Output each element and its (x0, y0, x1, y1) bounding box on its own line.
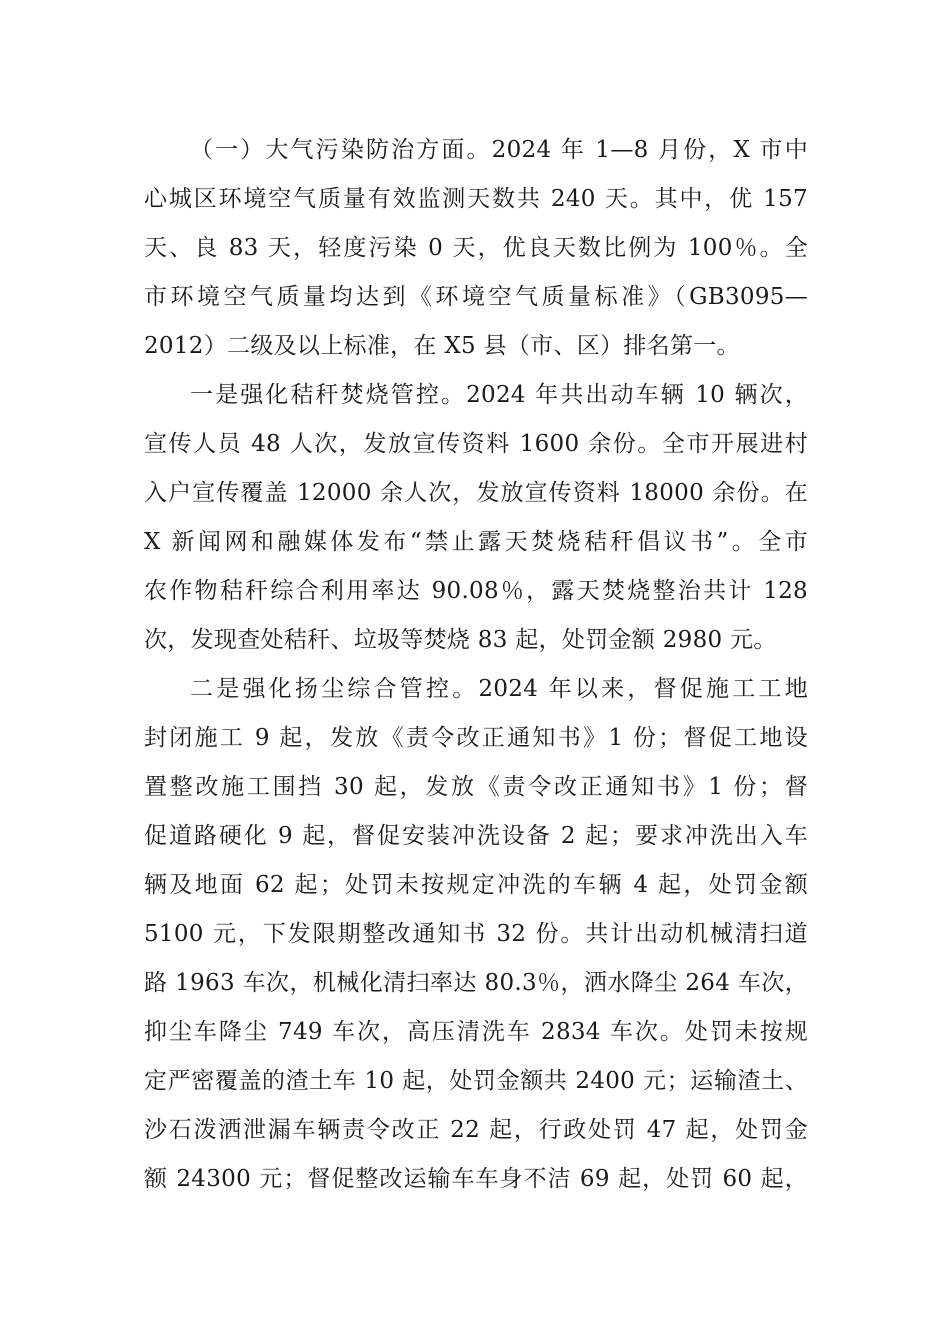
paragraph-line: 置整改施工围挡 30 起，发放《责令改正通知书》1 份；督 (144, 774, 808, 800)
paragraph-line: 次，发现查处秸秆、垃圾等焚烧 83 起，处罚金额 2980 元。 (144, 627, 777, 653)
paragraph-air-pollution (144, 126, 808, 371)
paragraph-line: 一是强化秸秆焚烧管控。2024 年共出动车辆 10 辆次， (190, 382, 808, 408)
paragraph-line: 入户宣传覆盖 12000 余人次，发放宣传资料 18000 余份。在 (144, 480, 808, 506)
paragraph-line: 路 1963 车次，机械化清扫率达 80.3％，洒水降尘 264 车次， (144, 970, 808, 996)
paragraph-line: 二是强化扬尘综合管控。2024 年以来，督促施工工地 (190, 676, 808, 702)
paragraph-line: 促道路硬化 9 起，督促安装冲洗设备 2 起；要求冲洗出入车 (144, 823, 808, 849)
paragraph-line: 天、良 83 天，轻度污染 0 天，优良天数比例为 100％。全 (144, 235, 808, 261)
paragraph-line: 辆及地面 62 起；处罚未按规定冲洗的车辆 4 起，处罚金额 (144, 872, 808, 898)
paragraph-line: （一）大气污染防治方面。2024 年 1—8 月份，X 市中 (190, 137, 808, 163)
paragraph-line: 宣传人员 48 人次，发放宣传资料 1600 余份。全市开展进村 (144, 431, 808, 457)
paragraph-line: 封闭施工 9 起，发放《责令改正通知书》1 份；督促工地设 (144, 725, 808, 751)
paragraph-dust-control (144, 665, 808, 1204)
paragraph-line: 定严密覆盖的渣土车 10 起，处罚金额共 2400 元；运输渣土、 (144, 1068, 808, 1094)
paragraph-line: 抑尘车降尘 749 车次，高压清洗车 2834 车次。处罚未按规 (144, 1019, 808, 1045)
paragraph-line: 市环境空气质量均达到《环境空气质量标准》（GB3095— (144, 284, 808, 310)
document-body (144, 126, 808, 1204)
paragraph-line: 农作物秸秆综合利用率达 90.08％，露天焚烧整治共计 128 (144, 578, 808, 604)
paragraph-line: X 新闻网和融媒体发布“禁止露天焚烧秸秆倡议书”。全市 (144, 529, 808, 555)
paragraph-line: 心城区环境空气质量有效监测天数共 240 天。其中，优 157 (144, 186, 808, 212)
paragraph-line: 2012）二级及以上标准，在 X5 县（市、区）排名第一。 (144, 333, 740, 359)
paragraph-line: 5100 元，下发限期整改通知书 32 份。共计出动机械清扫道 (144, 921, 808, 947)
paragraph-line: 沙石泼洒泄漏车辆责令改正 22 起，行政处罚 47 起，处罚金 (144, 1117, 808, 1143)
paragraph-straw-burning (144, 371, 808, 665)
paragraph-line: 额 24300 元；督促整改运输车车身不洁 69 起，处罚 60 起， (144, 1166, 808, 1192)
